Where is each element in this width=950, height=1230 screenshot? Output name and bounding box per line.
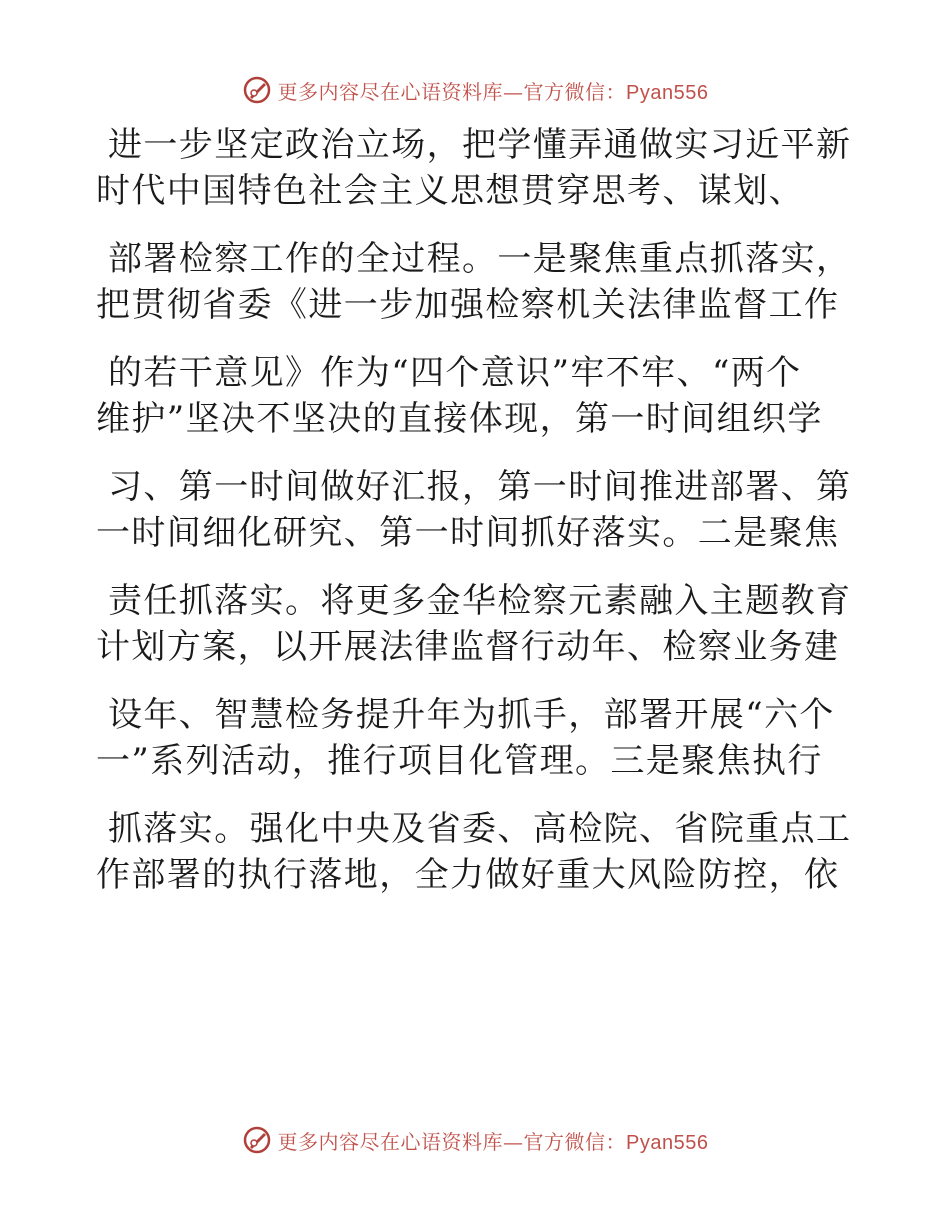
paragraph-line: 维护”坚决不坚决的直接体现，第一时间组织学	[96, 399, 823, 439]
paragraph-line: 抓落实。强化中央及省委、高检院、省院重点工	[108, 809, 852, 849]
paragraph-line: 的若干意见》作为“四个意识”牢不牢、“两个	[108, 353, 802, 393]
paragraph-line: 责任抓落实。将更多金华检察元素融入主题教育	[108, 581, 852, 621]
banner-text-cn: 更多内容尽在心语资料库—官方微信：	[277, 79, 627, 104]
banner-text	[278, 76, 709, 105]
paragraph-line: 部署检察工作的全过程。一是聚焦重点抓落实，	[108, 239, 852, 279]
banner-wechat-id: Pyan556	[626, 1131, 709, 1154]
paragraph-line: 一时间细化研究、第一时间抓好落实。二是聚焦	[96, 513, 840, 553]
paragraph-line: 进一步坚定政治立场，把学懂弄通做实习近平新	[108, 125, 852, 165]
banner-text	[278, 1126, 709, 1155]
document-body	[96, 122, 852, 898]
header-banner	[0, 70, 950, 110]
paragraph-line: 计划方案，以开展法律监督行动年、检察业务建	[96, 627, 840, 667]
quill-pen-seal-icon	[242, 1125, 272, 1155]
paragraph-line: 习、第一时间做好汇报，第一时间推进部署、第	[108, 467, 852, 507]
quill-pen-seal-icon	[242, 75, 272, 105]
paragraph-line: 时代中国特色社会主义思想贯穿思考、谋划、	[96, 171, 804, 211]
paragraph-line: 一”系列活动，推行项目化管理。三是聚焦执行	[96, 741, 823, 781]
paragraph-line: 作部署的执行落地，全力做好重大风险防控，依	[96, 855, 840, 895]
banner-text-cn: 更多内容尽在心语资料库—官方微信：	[277, 1129, 627, 1154]
paragraph-line: 把贯彻省委《进一步加强检察机关法律监督工作	[96, 285, 840, 325]
paragraph-line: 设年、智慧检务提升年为抓手，部署开展“六个	[108, 695, 835, 735]
footer-banner	[0, 1120, 950, 1160]
banner-wechat-id: Pyan556	[626, 81, 709, 104]
